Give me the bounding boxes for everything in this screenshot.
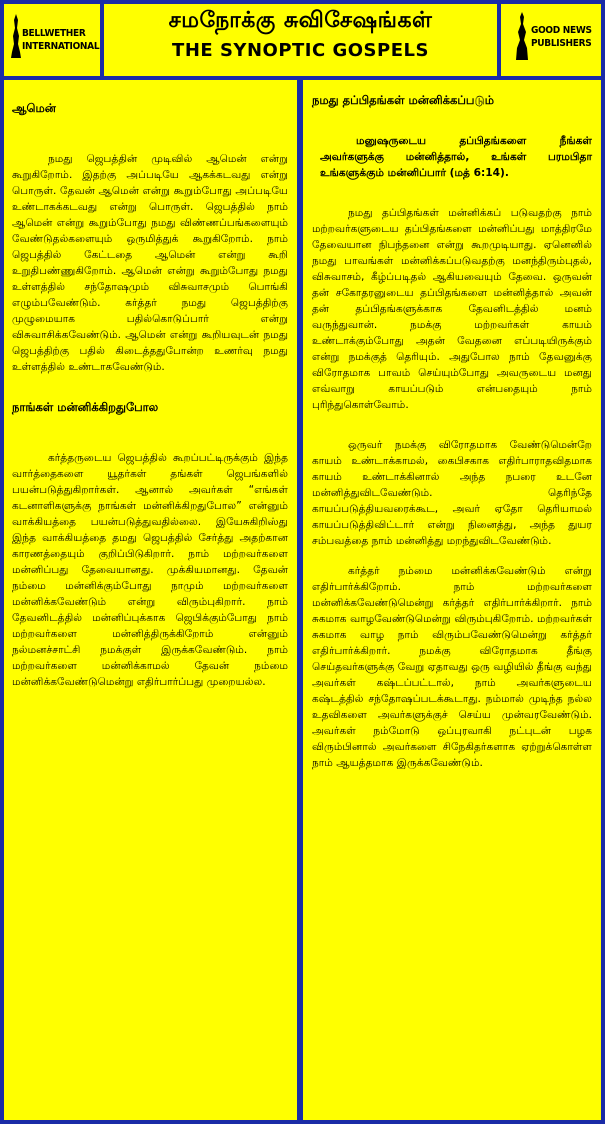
title-tamil: சமநோக்கு சுவிசேஷங்கள் [168, 8, 433, 33]
title-block [104, 0, 497, 76]
paragraph-trespasses-2: ஒருவர் நமக்கு விரோதமாக வேண்டுமென்றே காயம் உண்டாக்காமல், கைபிசகாக எதிர்பாராதவிதமாக காயம் உண்டாக்கினால் அந்த நபரை உடனே மன்னித்துவிடவேண்டும். தெரிந்தே காயப்படுத்தியவரைக்கூட, அவர் ஏதோ தெரியாமல் காயப்படுத்திவிட்டார் என்று நினைத்து, அந்த துயர சம்பவத்தை நாம் மன்னித்து மறந்துவிடவேண்டும். [312, 439, 592, 547]
paragraph-trespasses-1: நமது தப்பிதங்கள் மன்னிக்கப் படுவதற்கு நாம் மற்றவர்களுடைய தப்பிதங்களை மன்னிப்பது மாத்திரமே தேவையான நிபந்தனை என்று கூறமுடியாது. ஏனெனில் நமது பாவங்கள் மன்னிக்கப்படுவதற்கு மனந்திரும்புதல், விசுவாசம், கீழ்ப்படிதல் ஆகியவையும் தேவை. ஒருவன் தன் சகோதரனுடைய தப்பிதங்களை மன்னித்தால் அவன் தன் தப்பிதங்களுக்காக தேவனிடத்தில் மனம் வருந்துவான். நமக்கு மற்றவர்கள் காயம் உண்டாக்கும்போது அதன் வேதனை எப்படியிருக்கும் என்று நமக்குத் தெரியும். அதுபோல நாம் தேவனுக்கு விரோதமாக பாவம் செய்யும்போது அவருடைய மனது எவ்வாறு காயப்படும் என்பதையும் நாம் புரிந்துகொள்வோம். [312, 207, 592, 411]
logo-left-line1: BELLWETHER [22, 28, 86, 39]
paragraph-trespasses-3: கர்த்தர் நம்மை மன்னிக்கவேண்டும் என்று எதிர்பார்க்கிறோம். நாம் மற்றவர்களை மன்னிக்கவேண்டுமென்று கர்த்தர் எதிர்பார்க்கிறார். நாம் சுகமாக வாழவேண்டுமென்று விரும்புகிறோம். மற்றவர்கள் சுகமாக வாழ நாம் விரும்பவேண்டுமென்று கர்த்தர் எதிர்பார்க்கிறார். நமக்கு விரோதமாக தீங்கு செய்தவர்களுக்கு வேறு ஏதாவது ஒரு வழியில் தீங்கு வந்து அவர்கள் கஷ்டப்பட்டால், நாம் அவர்களுடைய கஷ்டத்தில் சந்தோஷப்படக்கூடாது. நம்மால் முடிந்த நல்ல உதவிகளை அவர்களுக்குச் செய்ய முன்வரவேண்டும். அவர்கள் நம்மோடு ஒப்புரவாகி நட்புடன் பழக விரும்பினால் அவர்களை சிநேகிதர்களாக ஏற்றுக்கொள்ள நாம் ஆயத்தமாக இருக்கவேண்டும். [312, 565, 592, 769]
paragraph-amen: நமது ஜெபத்தின் முடிவில் ஆமென் என்று கூறுகிறோம். இதற்கு அப்படியே ஆகக்கடவது என்று பொருள். தேவன் ஆமென் என்று கூறும்போது அப்படியே உண்டாகக்கடவது என்று பொருள். ஜெபத்தில் நாம் ஆமென் என்று கூறும்போது நமது விண்ணப்பங்களையும் வேண்டுதல்களையும் ஒருமித்துக் கூறுகிறோம். நாம் ஜெபத்தில் கேட்டதை ஆமென் என்று கூறி உறுதிபண்ணுகிறோம். ஆமென் என்று கூறும்போது நமது உள்ளத்தில் சந்தோஷமும் விசுவாசமும் பொங்கி எழும்பவேண்டும். கர்த்தர் நமது ஜெபத்திற்கு முழுமையாக பதில்கொடுப்பார் என்று விசுவாசிக்கவேண்டும். ஆமென் என்று கூறியவுடன் நமது ஜெபத்திற்கு பதில் கிடைத்ததுபோன்ற உணர்வு நமது உள்ளத்தில் உண்டாகவேண்டும். [12, 153, 288, 373]
good-news-logo [497, 0, 605, 76]
scripture-quote: மனுஷருடைய தப்பிதங்களை நீங்கள் அவர்களுக்கு மன்னித்தால், உங்கள் பரமபிதா உங்களுக்கும் மன்னிப்பார் (மத் 6:14). [320, 135, 592, 179]
section-heading-forgive: நாங்கள் மன்னிக்கிறதுபோல [12, 400, 159, 414]
right-column [312, 80, 592, 771]
statue-icon [10, 14, 22, 58]
section-heading-amen: ஆமென் [12, 101, 56, 115]
logo-left-line2: INTERNATIONAL [22, 41, 100, 52]
column-divider [297, 80, 303, 1124]
lamp-statue-icon [515, 12, 529, 60]
paragraph-forgive: கர்த்தருடைய ஜெபத்தில் கூறப்பட்டிருக்கும் இந்த வார்த்தைகளை யூதர்கள் தங்கள் ஜெபங்களில் பயன்படுத்துகிறார்கள். ஆனால் அவர்கள் “எங்கள் கடனாளிகளுக்கு நாங்கள் மன்னிக்கிறதுபோல” என்னும் வாக்கியத்தை பயன்படுத்துவதில்லை. இயேசுகிறிஸ்து இந்த வாக்கியத்தை தமது ஜெபத்தில் சேர்த்து அதற்கான காரணத்தையும் குறிப்பிடுகிறார். நாம் மற்றவர்களை மன்னிப்பது தேவையானது. முக்கியமானது. தேவன் நம்மை மன்னிக்கும்போது நாமும் மற்றவர்களை மன்னிக்கவேண்டும் என்று விரும்புகிறார். நாம் தேவனிடத்தில் மன்னிப்புக்காக ஜெபிக்கும்போது நாம் மற்றவர்களை மன்னித்திருக்கிறோம் என்னும் நல்மனச்சாட்சி நமக்குள் இருக்கவேண்டும். நாம் மற்றவர்களை மன்னிக்காமல் தேவன் நம்மை மன்னிக்கவேண்டுமென்று எதிர்பார்ப்பது முறையல்ல. [12, 452, 288, 688]
section-heading-trespasses: நமது தப்பிதங்கள் மன்னிக்கப்படும் [312, 93, 494, 107]
logo-right-line1: GOOD NEWS [531, 25, 592, 36]
title-english: THE SYNOPTIC GOSPELS [172, 40, 429, 61]
left-column [12, 80, 288, 690]
logo-right-line2: PUBLISHERS [531, 38, 592, 49]
bellwether-logo [0, 0, 104, 76]
page-header [0, 0, 605, 80]
